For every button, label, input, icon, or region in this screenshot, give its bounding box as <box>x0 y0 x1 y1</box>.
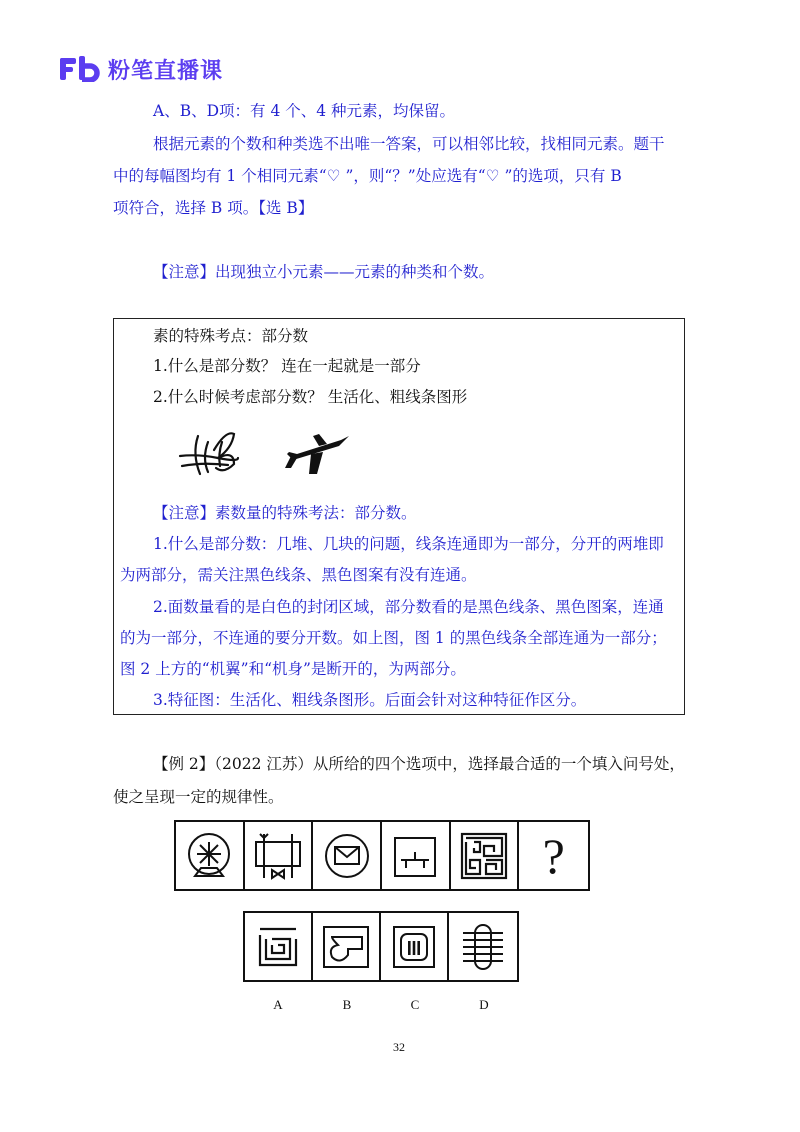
frame-bowtie-figure-icon <box>250 828 306 884</box>
option-label-a: A <box>273 997 283 1012</box>
question-figure-5 <box>451 822 520 889</box>
fb-logo-icon <box>60 56 100 82</box>
question-figure-2 <box>245 822 314 889</box>
question-figure-4 <box>382 822 451 889</box>
box-note-line-3: 2.面数量看的是白色的封闭区域，部分数看的是黑色线条、黑色图案，连通 <box>153 598 664 616</box>
question-figure-1 <box>176 822 245 889</box>
question-mark-cell <box>519 822 588 889</box>
box-question-2: 2.什么时候考虑部分数？ 生活化、粗线条图形 <box>153 388 468 406</box>
option-figure-d[interactable] <box>449 913 517 980</box>
capsule-comb-figure-icon <box>455 919 511 975</box>
envelope-circle-figure-icon <box>319 828 375 884</box>
box-note-line-5: 图 2 上方的“机翼”和“机身”是断开的，为两部分。 <box>120 660 466 678</box>
airplane-figure-icon <box>283 430 351 476</box>
question-mark: ? <box>542 827 565 884</box>
box-note-title: 【注意】素数量的特殊考法：部分数。 <box>153 504 417 522</box>
brand-name: 粉笔直播课 <box>108 58 224 84</box>
box-note-line-1: 1.什么是部分数：几堆、几块的问题，线条连通即为一部分，分开的两堆即 <box>153 535 664 553</box>
box-note-line-2: 为两部分，需关注黑色线条、黑色图案有没有连通。 <box>120 566 477 584</box>
box-title: 素的特殊考点：部分数 <box>153 327 309 345</box>
question-figure-3 <box>313 822 382 889</box>
option-label-b: B <box>342 997 352 1012</box>
rounded-bars-figure-icon <box>386 919 442 975</box>
square-table-figure-icon <box>387 828 443 884</box>
para-ad-options: A、B、D项：有 4 个、4 种元素，均保留。 <box>153 102 456 120</box>
option-figure-c[interactable] <box>381 913 449 980</box>
nested-spiral-figure-icon <box>250 919 306 975</box>
fret-pattern-figure-icon <box>456 828 512 884</box>
header-logo <box>60 54 223 84</box>
option-figure-b[interactable] <box>313 913 381 980</box>
para2-line-1: 根据元素的个数和种类选不出唯一答案，可以相邻比较，找相同元素。题干 <box>153 135 665 153</box>
para2-line-2: 中的每幅图均有 1 个相同元素“♡ ”，则“？”处应选有“♡ ”的选项，只有 B <box>113 167 622 185</box>
page-number: 32 <box>393 1040 405 1054</box>
question-figure-row <box>174 820 590 891</box>
scribble-figure-icon <box>178 428 240 478</box>
circle-asterisk-figure-icon <box>181 828 237 884</box>
options-figure-row <box>243 911 519 982</box>
para2-line-3: 项符合，选择 B 项。【选 B】 <box>113 199 314 217</box>
example-prompt-line-2: 使之呈现一定的规律性。 <box>113 788 284 806</box>
box-note-line-4: 的为一部分，不连通的要分开数。如上图，图 1 的黑色线条全部连通为一部分； <box>120 629 667 647</box>
option-label-c: C <box>410 997 420 1012</box>
curved-pipe-figure-icon <box>318 919 374 975</box>
example-prompt-line-1: 【例 2】（2022 江苏）从所给的四个选项中，选择最合适的一个填入问号处， <box>153 755 685 773</box>
box-question-1: 1.什么是部分数？ 连在一起就是一部分 <box>153 357 421 375</box>
box-note-line-6: 3.特征图：生活化、粗线条图形。后面会针对这种特征作区分。 <box>153 691 587 709</box>
note-independent-elements: 【注意】出现独立小元素——元素的种类和个数。 <box>153 263 495 281</box>
option-label-d: D <box>479 997 489 1012</box>
option-figure-a[interactable] <box>245 913 313 980</box>
